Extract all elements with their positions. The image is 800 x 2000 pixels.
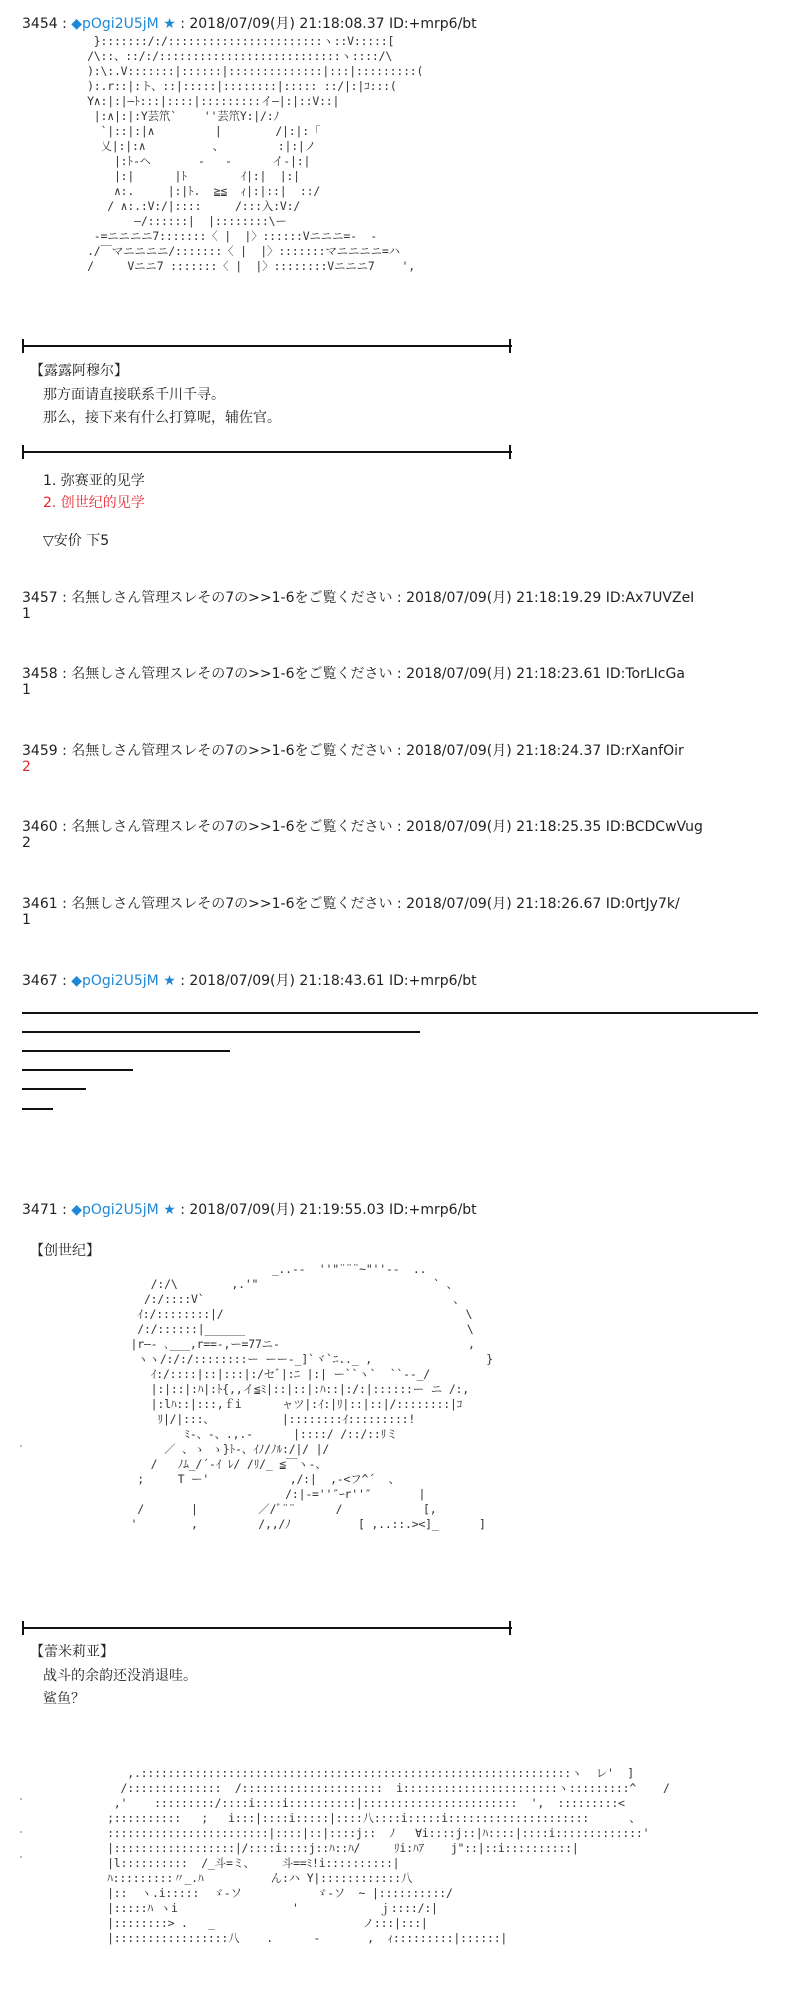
post-date: : 2018/07/09(月) 21:18:43.61 ID:+mrp6/bt: [180, 973, 477, 989]
post-date: : 2018/07/09(月) 21:18:08.37 ID:+mrp6/bt: [180, 16, 477, 32]
dialogue-line: 鲨鱼？: [43, 1691, 85, 1707]
reply-body: 2: [22, 835, 31, 851]
margin-dot: [20, 1798, 22, 1800]
reply-body: 1: [22, 606, 31, 622]
star-icon: ★: [163, 973, 176, 989]
divider-tick: [22, 339, 24, 353]
star-icon: ★: [163, 1202, 176, 1218]
divider-tick: [509, 339, 511, 353]
post-date: : 2018/07/09(月) 21:19:55.03 ID:+mrp6/bt: [180, 1202, 477, 1218]
section-title: 【创世纪】: [30, 1243, 100, 1259]
post-header-3471: [22, 1199, 477, 1219]
dialogue-line: 战斗的余韵还没消退哇。: [43, 1668, 197, 1684]
reply-header: 3459 : 名無しさん管理スレその7の>>1-6をご覧ください : 2018/07/09(月) 21:18:24.37 ID:rXanfOir: [22, 743, 684, 759]
post-number: 3454 :: [22, 16, 67, 32]
reply-header: 3457 : 名無しさん管理スレその7の>>1-6をご覧ください : 2018/07/09(月) 21:18:19.29 ID:Ax7UVZeI: [22, 590, 695, 606]
divider: [22, 451, 512, 453]
margin-dot: [20, 1445, 22, 1447]
post-number: 3471 :: [22, 1202, 67, 1218]
divider-tick: [509, 1621, 511, 1635]
divider: [22, 345, 512, 347]
poster-trip-link[interactable]: ◆pOgi2U5jM: [71, 1202, 159, 1218]
dialogue-line: 那么，接下来有什么打算呢，辅佐官。: [43, 410, 281, 426]
shrinking-bar: [22, 1031, 420, 1033]
shrinking-bar: [22, 1050, 230, 1052]
shrinking-bar: [22, 1088, 86, 1090]
speaker-name: 【蕾米莉亚】: [30, 1644, 114, 1660]
reply-header: 3458 : 名無しさん管理スレその7の>>1-6をご覧ください : 2018/07/09(月) 21:18:23.61 ID:TorLIcGa: [22, 666, 685, 682]
shrinking-bar: [22, 1012, 758, 1014]
poster-trip-link[interactable]: ◆pOgi2U5jM: [71, 16, 159, 32]
speaker-name: 【露露阿穆尔】: [30, 363, 128, 379]
star-icon: ★: [163, 16, 176, 32]
divider-tick: [22, 1621, 24, 1635]
shrinking-bar: [22, 1108, 53, 1110]
margin-dot: [20, 1856, 22, 1858]
margin-dot: [20, 1831, 22, 1833]
post-header-3467: [22, 970, 477, 990]
ascii-art-remilia: _..-‐ ''"¨¨¨~"''‐- .. /:/\ ,.'" ` 、 /:/::::V` 、 ｲ:/::::::::|/ \ /:/::::::|______ \ |r―- ､___,r==-,ー=77ニ- , ヽヽ/:/:/::::::::ー ーー-_]`ヾ`ﾆ.._ , } ｲ:/::::|::|:::|:/セﾞ|:ﾆ |:| ー``ヽ` ``‐-_/ |:|::|:ﾊ|:ﾄ{,,イ≦ﾐ|::|::|:ﾊ::|:/:|::::::ー ニ /:, |:lﾊ::|:::,ｆi ャツ|:ｲ:|ﾘ|::|::|/::::::::|ｺ ﾘ|/|:::、 |::::::::ｲ:::::::::! ﾐ-、-、.,.- |::::/ /::/::ﾘミ ／ 、ゝ ゝ}ﾄ-、ｲﾉ/ﾉﾙ:/|/ |/ / ﾉﾑ_/´-ｲ ﾚ/ /ﾘ/_ ≦￣ヽ-、 ; T ー' ,/:| ,-<フ^´ 、 /:|-=''″ｰr''″ | / | ／/ﾞ¨¨ / [, ' , /,,/ﾉ [ ,..::.><]_ ]: [130, 1262, 493, 1531]
poster-trip-link[interactable]: ◆pOgi2U5jM: [71, 973, 159, 989]
post-header-3454: [22, 13, 477, 33]
anka-instruction: ▽安价 下5: [43, 533, 110, 549]
reply-body: 1: [22, 682, 31, 698]
choice-item-selected: 2. 创世纪的见学: [43, 495, 145, 511]
post-number: 3467 :: [22, 973, 67, 989]
reply-header: 3460 : 名無しさん管理スレその7の>>1-6をご覧ください : 2018/07/09(月) 21:18:25.35 ID:BCDCwVug: [22, 819, 703, 835]
ascii-art-remilia-face: ,.::::::::::::::::::::::::::::::::::::::::::::::::::::::::::::::::ヽ レ' ] /:::::::::::::: /::::::::::::::::::::: i:::::::::::::::::::::::ヽ:::::::::^ / ,' :::::::::/::::i::::i::::::::::|::::::::::::::::::::::: ', :::::::::< ;:::::::::: ; i:::|::::i:::::|::::八::::i:::::i::::::::::::::::::::: 、 ::::::::::::::::::::::::|::::|::|::::j:: ﾉ ∀i::::j::|ﾊ::::|::::i:::::::::::::' |::::::::::::::::::|/::::i::::j::ﾊ::ﾊ/ ﾘi:ﾊｱ j"::|::i::::::::::| |l:::::::::: /_斗=ミ、 斗==ﾐ!i::::::::::| ﾊ:::::::::〃_.ﾊ ん:ハ Y|::::::::::::八 |:: ヽ.i::::: ゞ-ソ ゞ-ソ ~ |::::::::::/ |:::::ﾊ ヽi ' ｊ::::/:| |::::::::> . _ ノ:::|:::| |:::::::::::::::::八 . - , ｨ:::::::::|::::::|: [107, 1766, 670, 1945]
divider: [22, 1627, 512, 1629]
reply-body: 2: [22, 759, 31, 775]
choice-item: 1. 弥赛亚的见学: [43, 473, 145, 489]
divider-tick: [509, 445, 511, 459]
dialogue-line: 那方面请直接联系千川千寻。: [43, 387, 225, 403]
ascii-art-rurur: }:::::::/:/:::::::::::::::::::::::ヽ::V:::::[ /\::、::/:/:::::::::::::::::::::::::::ヽ::::/\ ):\:.V:::::::|::::::|::::::::::::::|:::|:::::::::( ):.r::|:ト、::|:::::|::::::::|::::: ::/|:|ｺ:::( Y∧:|:|―ﾄ:::|::::|:::::::::イ―|:|::V::| |:∧|:|:Y芸笊` ''芸笊Y:|/:ﾉ `|::|:|∧ | /|:|:「 乂|:|:∧ 、 :|:|ノ |:ﾄ-ヘ - - イ-|:| |:| |ﾄ ｲ|:| |:| ∧:. |:|ﾄ. ≧≦ ｨ|:|::| ::/ / ∧:.:V:/|:::: /:::入:V:/ ―/::::::| |::::::::\ー -=ニニニニ7:::::::〈 | |〉::::::Vニニニ=- ‐ ./￣マニニニニ/:::::::〈 | |〉:::::::マニニニニ=ハ / Vニニ7 :::::::〈 | |〉::::::::Vニニニ7 ',: [87, 34, 424, 273]
reply-body: 1: [22, 912, 31, 928]
shrinking-bar: [22, 1069, 133, 1071]
reply-header: 3461 : 名無しさん管理スレその7の>>1-6をご覧ください : 2018/07/09(月) 21:18:26.67 ID:0rtJy7k/: [22, 896, 680, 912]
divider-tick: [22, 445, 24, 459]
